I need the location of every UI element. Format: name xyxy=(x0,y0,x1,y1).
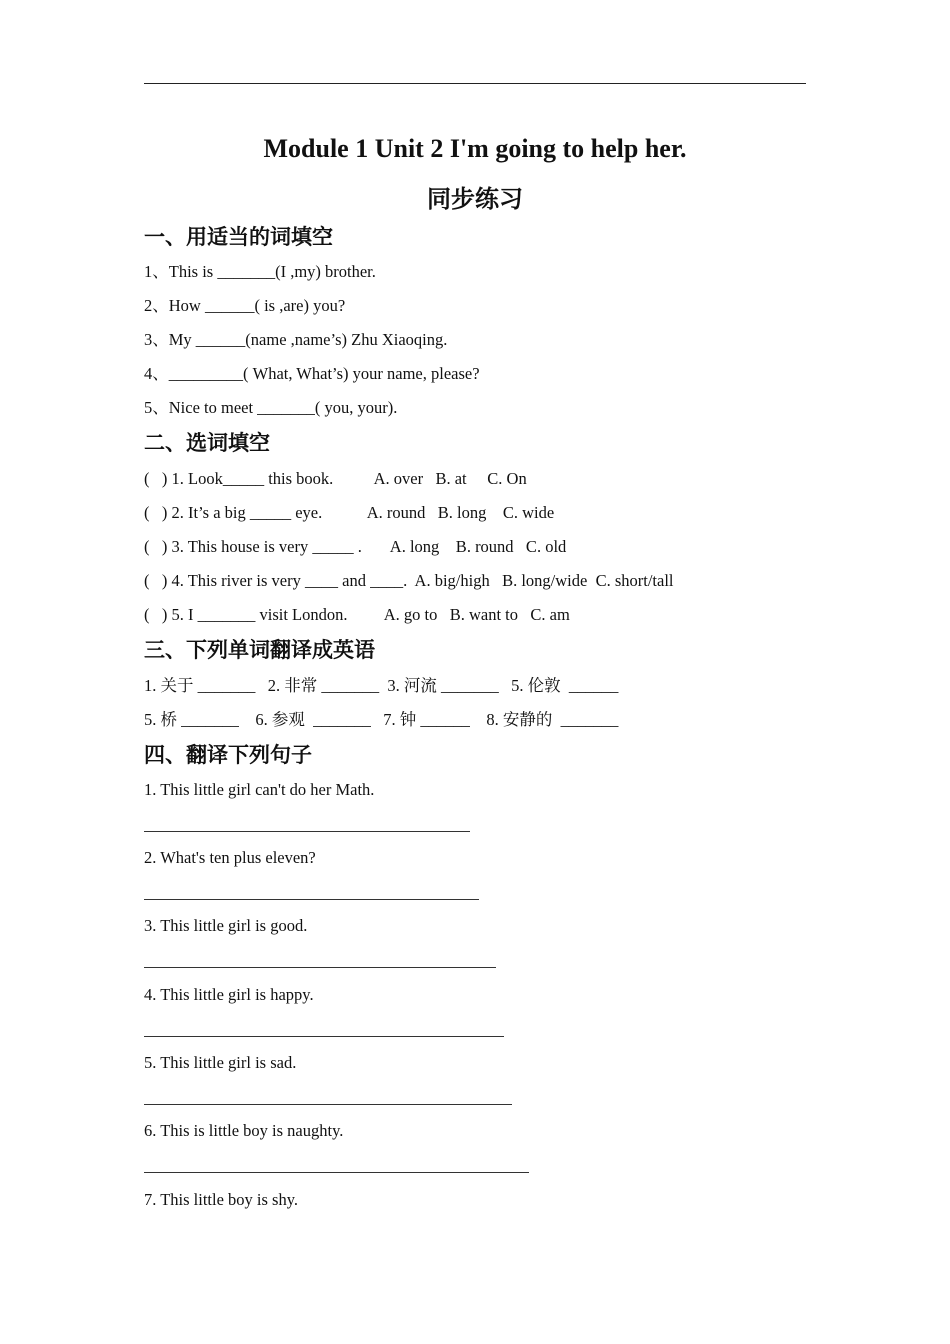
section4-item-1: 1. This little girl can't do her Math. xyxy=(144,780,375,799)
answer-line-3[interactable] xyxy=(144,967,496,968)
section4-item-2: 2. What's ten plus eleven? xyxy=(144,848,316,867)
section2-item-2: ( ) 2. It’s a big _____ eye. A. round B. long C. wide xyxy=(144,503,555,522)
section1-item-1: 1、This is _______(I ,my) brother. xyxy=(144,262,376,281)
section4-item-3: 3. This little girl is good. xyxy=(144,916,308,935)
section2-item-3: ( ) 3. This house is very _____ . A. long B. round C. old xyxy=(144,537,567,556)
page-title: Module 1 Unit 2 I'm going to help her. xyxy=(263,134,687,163)
section4-heading: 四、翻译下列句子 xyxy=(144,743,312,767)
section1-item-4: 4、_________( What, What’s) your name, please? xyxy=(144,364,480,383)
section2-item-4: ( ) 4. This river is very ____ and ____. A. big/high B. long/wide C. short/tall xyxy=(144,571,674,590)
section4-item-7: 7. This little boy is shy. xyxy=(144,1190,299,1209)
answer-line-4[interactable] xyxy=(144,1036,504,1037)
section3-heading: 三、下列单词翻译成英语 xyxy=(144,638,375,662)
answer-line-6[interactable] xyxy=(144,1172,529,1173)
section2-heading: 二、选词填空 xyxy=(144,431,270,455)
section1-item-3: 3、My ______(name ,name’s) Zhu Xiaoqing. xyxy=(144,330,448,349)
section4-item-5: 5. This little girl is sad. xyxy=(144,1053,297,1072)
section4-item-4: 4. This little girl is happy. xyxy=(144,985,314,1004)
section1-heading: 一、用适当的词填空 xyxy=(144,225,333,249)
header-rule xyxy=(144,83,806,84)
answer-line-5[interactable] xyxy=(144,1104,512,1105)
section4-item-6: 6. This is little boy is naughty. xyxy=(144,1121,344,1140)
section2-item-1: ( ) 1. Look_____ this book. A. over B. at C. On xyxy=(144,469,527,488)
section1-item-5: 5、Nice to meet _______( you, your). xyxy=(144,398,398,417)
page-subtitle: 同步练习 xyxy=(427,185,523,213)
section1-item-2: 2、How ______( is ,are) you? xyxy=(144,296,346,315)
section3-row-1: 1. 关于 _______ 2. 非常 _______ 3. 河流 _______ 5. 伦敦 ______ xyxy=(144,676,619,695)
answer-line-2[interactable] xyxy=(144,899,479,900)
section2-item-5: ( ) 5. I _______ visit London. A. go to B. want to C. am xyxy=(144,605,570,624)
answer-line-1[interactable] xyxy=(144,831,470,832)
section3-row-2: 5. 桥 _______ 6. 参观 _______ 7. 钟 ______ 8. 安静的 _______ xyxy=(144,710,619,729)
